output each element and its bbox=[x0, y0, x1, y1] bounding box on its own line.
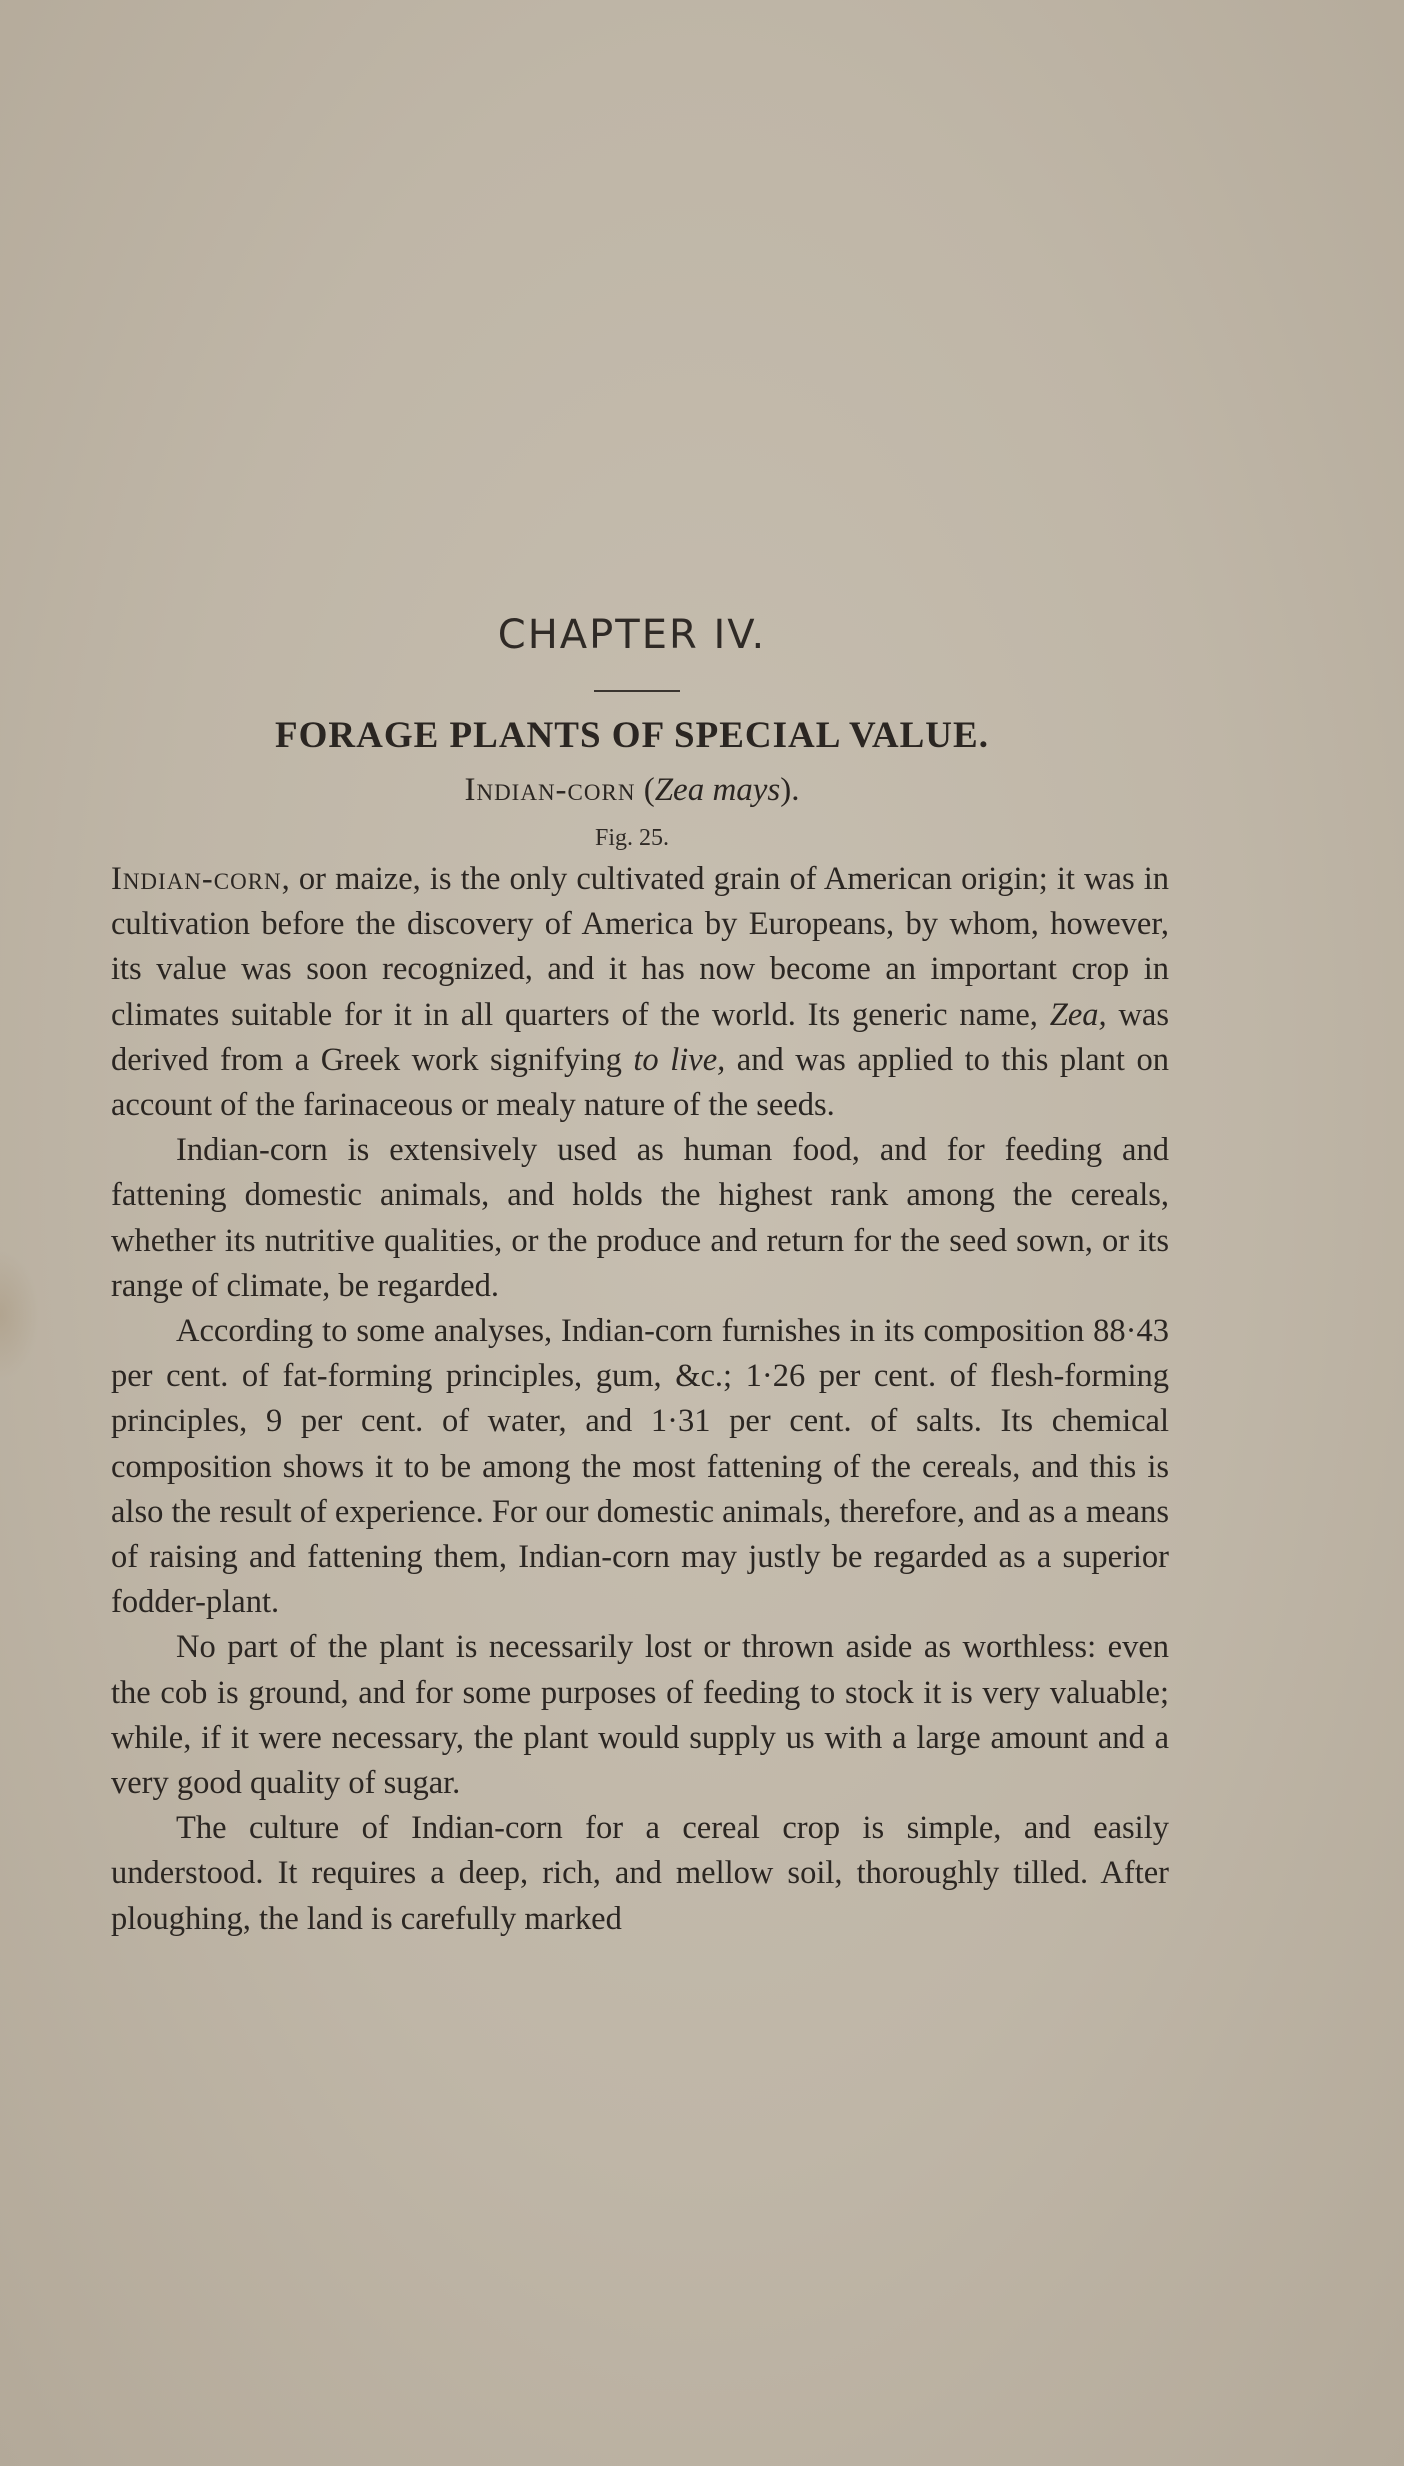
body-text bbox=[111, 857, 1169, 1942]
page-stain bbox=[0, 1250, 40, 1380]
paragraph-1-text-b: was derived from a Greek work signifying bbox=[111, 996, 1169, 1078]
chapter-title: CHAPTER IV. bbox=[497, 612, 767, 658]
paragraph-4: No part of the plant is necessarily lost or thrown aside as worthless: even the cob is ground, and for some purposes of feeding to stock it is very valuable; while, if it were necessary, the plant would supply us with a large amount and a very good quality of sugar. bbox=[111, 1629, 1169, 1802]
title-divider bbox=[594, 690, 680, 692]
subsection-paren-close: ). bbox=[780, 772, 800, 808]
paragraph-1 bbox=[111, 857, 1169, 1128]
subsection-name: Indian-corn bbox=[464, 772, 636, 808]
subsection-paren-open: ( bbox=[635, 772, 655, 808]
paragraph-lead-word: Indian-corn bbox=[111, 861, 282, 897]
subsection-heading bbox=[0, 772, 1264, 809]
subsection-latin-name: Zea mays bbox=[654, 772, 781, 808]
paragraph-2: Indian-corn is extensively used as human food, and for feeding and fattening domestic animals, and holds the highest rank among the cereals, whether its nutritive qualities, or the produce and return for the seed sown, or its range of climate, be regarded. bbox=[111, 1132, 1169, 1304]
italic-phrase: to live, bbox=[633, 1041, 726, 1078]
figure-label: Fig. 25. bbox=[594, 825, 669, 851]
section-title: FORAGE PLANTS OF SPECIAL VALUE. bbox=[275, 715, 989, 756]
paragraph-1-text-a: , or maize, is the only cultivated grain of American origin; it was in cultivation before the discovery of America by Europeans, by whom, however, its value was soon recognized, and it has now become an important crop in climates suitable for it in all quarters of the world. Its generic name, bbox=[111, 861, 1169, 1033]
paragraph-3: According to some analyses, Indian-corn furnishes in its composition 88·43 per cent. of fat-forming principles, gum, &c.; 1·26 per cent. of flesh-forming principles, 9 per cent. of water, and 1·31 per cent. of salts. Its chemical composition shows it to be among the most fattening of the cereals, and this is also the result of experience. For our domestic animals, therefore, and as a means of raising and fattening them, Indian-corn may justly be regarded as a superior fodder-plant. bbox=[111, 1313, 1169, 1621]
genus-name: Zea, bbox=[1049, 996, 1107, 1033]
paragraph-5: The culture of Indian-corn for a cereal crop is simple, and easily understood. It requires a deep, rich, and mellow soil, thoroughly tilled. After ploughing, the land is carefully marked bbox=[111, 1810, 1169, 1937]
paragraph-1-text-c: and was applied to this plant on account of the farinaceous or mealy nature of the seeds. bbox=[111, 1041, 1169, 1124]
